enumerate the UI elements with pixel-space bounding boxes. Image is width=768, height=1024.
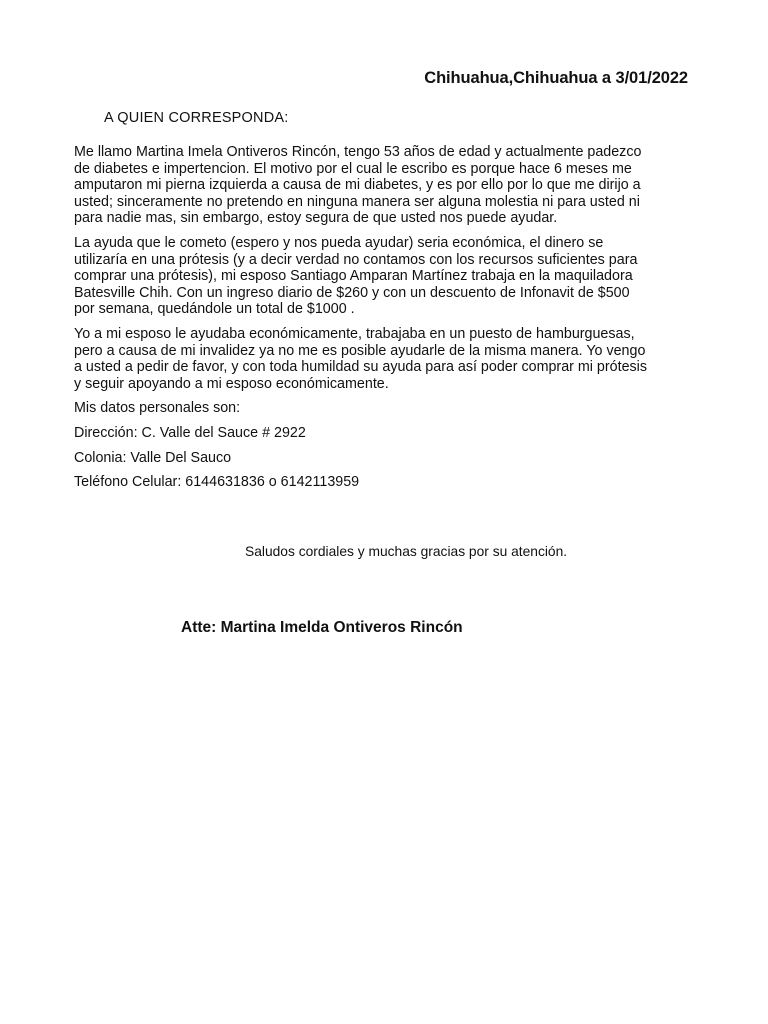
salutation: A QUIEN CORRESPONDA: bbox=[104, 110, 289, 126]
letter-body bbox=[74, 144, 700, 499]
signature: Atte: Martina Imelda Ontiveros Rincón bbox=[181, 619, 463, 636]
phone-line: Teléfono Celular: 6144631836 o 6142113959 bbox=[74, 474, 360, 491]
closing-line: Saludos cordiales y muchas gracias por su atención. bbox=[245, 544, 568, 559]
paragraph-introduction: Me llamo Martina Imela Ontiveros Rincón, tengo 53 años de edad y actualmente padezco de diabetes e impertencion. El motivo por el cual le escribo es porque hace 6 meses me amputaron mi pierna izquierda a causa de mi diabetes, y es por ello por lo que me dirijo a usted; sinceramente no pretendo en ninguna manera ser alguna molestia ni para usted ni para nadie mas, sin embargo, estoy segura de que usted nos puede ayudar. bbox=[74, 144, 642, 227]
neighborhood-line: Colonia: Valle Del Sauco bbox=[74, 449, 232, 466]
place-and-date: Chihuahua,Chihuahua a 3/01/2022 bbox=[424, 69, 688, 87]
personal-data-intro: Mis datos personales son: bbox=[74, 400, 241, 417]
paragraph-situation: Yo a mi esposo le ayudaba económicamente, trabajaba en un puesto de hamburguesas, pero a causa de mi invalidez ya no me es posible ayudarle de la misma manera. Yo vengo a usted a pedir de favor, y con toda humildad su ayuda para así poder comprar mi prótesis y seguir apoyando a mi esposo económicamente. bbox=[74, 325, 647, 392]
paragraph-request: La ayuda que le cometo (espero y nos pueda ayudar) seria económica, el dinero se utilizaría en una prótesis (y a decir verdad no contamos con los recursos suficientes para comprar una prótesis), mi esposo Santiago Amparan Martínez trabaja en la maquiladora Batesville Chih. Con un ingreso diario de $260 y con un descuento de Infonavit de $500 por semana, quedándole un total de $1000 . bbox=[74, 234, 638, 318]
address-line: Dirección: C. Valle del Sauce # 2922 bbox=[74, 424, 306, 441]
